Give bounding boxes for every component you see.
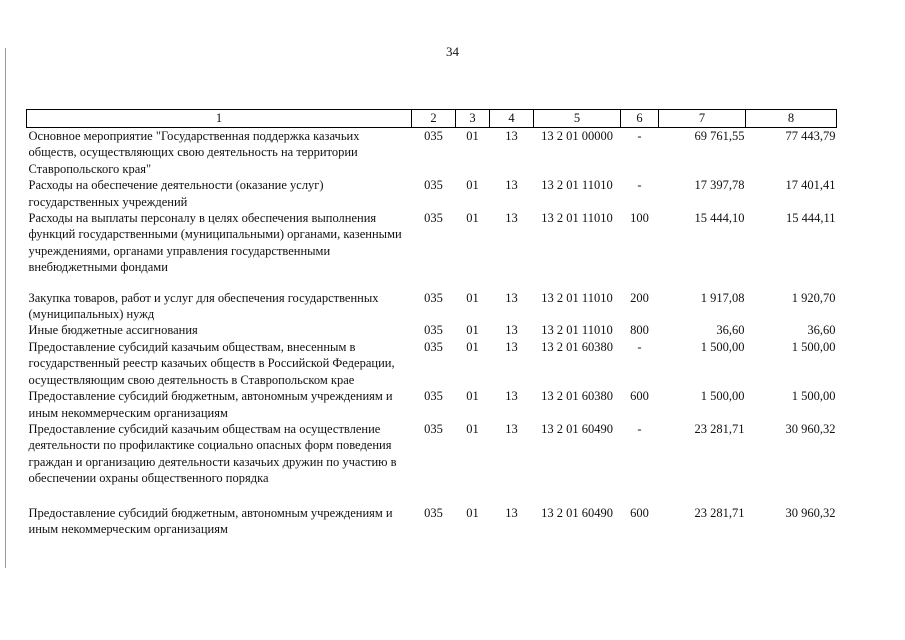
row-value-2021: 36,60 xyxy=(807,323,836,338)
row-value-2021: 17 401,41 xyxy=(785,178,836,193)
header-cell: 4 xyxy=(490,110,534,128)
row-code: 035 xyxy=(424,505,443,520)
header-cell: 7 xyxy=(659,110,746,128)
row-target-article: 13 2 01 11010 xyxy=(541,211,613,226)
row-code: 035 xyxy=(424,290,443,305)
row-target-article: 13 2 01 11010 xyxy=(541,178,613,193)
row-value-2021: 15 444,11 xyxy=(785,211,836,226)
table-row xyxy=(27,128,837,178)
table-row xyxy=(27,505,837,538)
row-subsection: 13 xyxy=(505,129,518,143)
row-target-article: 13 2 01 11010 xyxy=(541,290,613,305)
row-section: 01 xyxy=(466,211,479,226)
row-subsection: 13 xyxy=(505,290,518,305)
row-code: 035 xyxy=(424,339,443,354)
row-code: 035 xyxy=(424,421,443,436)
row-expense-type: - xyxy=(637,129,642,143)
header-cell: 3 xyxy=(456,110,490,128)
table-row xyxy=(27,210,837,276)
row-expense-type: 200 xyxy=(630,290,649,305)
row-expense-type: 800 xyxy=(630,323,649,338)
row-target-article: 13 2 01 60490 xyxy=(541,505,613,520)
header-cell: 6 xyxy=(621,110,659,128)
row-expense-type: - xyxy=(637,421,642,436)
row-expense-type: 600 xyxy=(630,389,649,404)
header-cell: 5 xyxy=(534,110,621,128)
table-row xyxy=(27,290,837,323)
row-target-article: 13 2 01 60380 xyxy=(541,339,613,354)
row-target-article: 13 2 01 60380 xyxy=(541,389,613,404)
row-code: 035 xyxy=(424,129,443,143)
row-value-2021: 77 443,79 xyxy=(785,129,836,143)
table-row xyxy=(27,177,837,210)
row-value-2021: 30 960,32 xyxy=(785,505,836,520)
row-subsection: 13 xyxy=(505,211,518,226)
row-target-article: 13 2 01 11010 xyxy=(541,323,613,338)
row-subsection: 13 xyxy=(505,389,518,404)
header-cell: 1 xyxy=(27,110,412,128)
row-value-2021: 1 500,00 xyxy=(791,389,836,404)
budget-table xyxy=(26,109,837,537)
row-value-2021: 30 960,32 xyxy=(785,421,836,436)
row-section: 01 xyxy=(466,421,479,436)
header-cell: 2 xyxy=(412,110,456,128)
row-name: Предоставление субсидий бюджетным, автономным учреждениям и иным некоммерческим организациям xyxy=(28,389,393,420)
row-value-2021: 1 500,00 xyxy=(791,339,836,354)
row-name: Расходы на выплаты персоналу в целях обеспечения выполнения функций государственными (муниципальными) органами, казенными учреждениями, органами управления государственными внебюджетными фондами xyxy=(28,211,402,275)
table-row xyxy=(27,322,837,338)
row-value-2020: 23 281,71 xyxy=(694,421,745,436)
header-cell: 8 xyxy=(746,110,837,128)
row-expense-type: 600 xyxy=(630,505,649,520)
row-target-article: 13 2 01 00000 xyxy=(541,129,613,143)
row-subsection: 13 xyxy=(505,505,518,520)
row-subsection: 13 xyxy=(505,178,518,193)
row-target-article: 13 2 01 60490 xyxy=(541,421,613,436)
row-name: Закупка товаров, работ и услуг для обеспечения государственных (муниципальных) нужд xyxy=(28,290,379,322)
page-number: 34 xyxy=(446,44,459,59)
row-spacer xyxy=(27,276,837,290)
row-name: Предоставление субсидий казачьим обществам, внесенным в государственный реестр казачьих обществ в Российской Федерации, осуществляющим свою деятельность в Ставропольском крае xyxy=(28,339,395,387)
row-name: Основное мероприятие "Государственная поддержка казачьих обществ, осуществляющих свою деятельность на территории Ставропольского края" xyxy=(28,129,360,176)
row-value-2021: 1 920,70 xyxy=(791,290,836,305)
row-code: 035 xyxy=(424,323,443,338)
row-section: 01 xyxy=(466,178,479,193)
row-value-2020: 1 917,08 xyxy=(700,290,745,305)
row-value-2020: 23 281,71 xyxy=(694,505,745,520)
row-value-2020: 69 761,55 xyxy=(694,129,745,143)
row-expense-type: 100 xyxy=(630,211,649,226)
row-name: Расходы на обеспечение деятельности (оказание услуг) государственных учреждений xyxy=(28,178,324,209)
header-row xyxy=(27,110,837,128)
row-name: Иные бюджетные ассигнования xyxy=(28,323,198,338)
row-subsection: 13 xyxy=(505,421,518,436)
row-code: 035 xyxy=(424,211,443,226)
row-expense-type: - xyxy=(637,178,642,193)
row-expense-type: - xyxy=(637,339,642,354)
row-section: 01 xyxy=(466,339,479,354)
row-name: Предоставление субсидий казачьим обществам на осуществление деятельности по профилактике социально опасных форм поведения граждан и организацию деятельности казачьих дружин по участию в обеспечении охраны общественного порядка xyxy=(28,421,397,486)
table-row xyxy=(27,339,837,388)
row-value-2020: 15 444,10 xyxy=(694,211,745,226)
row-subsection: 13 xyxy=(505,339,518,354)
row-section: 01 xyxy=(466,129,479,143)
row-code: 035 xyxy=(424,389,443,404)
row-value-2020: 36,60 xyxy=(716,323,745,338)
scan-edge-line xyxy=(5,48,6,568)
row-value-2020: 1 500,00 xyxy=(700,389,745,404)
row-value-2020: 17 397,78 xyxy=(694,178,745,193)
table-row xyxy=(27,421,837,487)
row-section: 01 xyxy=(466,505,479,520)
row-name: Предоставление субсидий бюджетным, автономным учреждениям и иным некоммерческим организациям xyxy=(28,505,393,536)
row-spacer xyxy=(27,487,837,505)
row-section: 01 xyxy=(466,290,479,305)
row-section: 01 xyxy=(466,323,479,338)
row-code: 035 xyxy=(424,178,443,193)
row-section: 01 xyxy=(466,389,479,404)
row-value-2020: 1 500,00 xyxy=(700,339,745,354)
table-row xyxy=(27,388,837,421)
row-subsection: 13 xyxy=(505,323,518,338)
